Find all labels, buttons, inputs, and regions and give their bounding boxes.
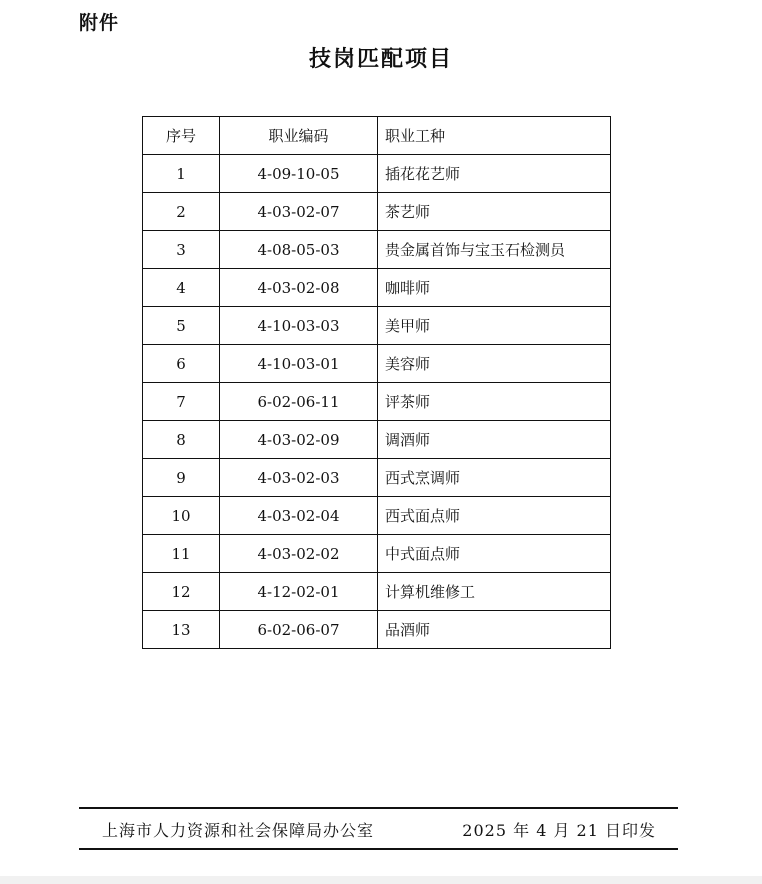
cell-job: 美甲师	[378, 307, 611, 345]
cell-seq: 3	[143, 231, 220, 269]
cell-job: 咖啡师	[378, 269, 611, 307]
table-row	[143, 193, 611, 231]
cell-code: 4-03-02-04	[220, 497, 378, 535]
cell-seq: 12	[143, 573, 220, 611]
cell-code: 4-03-02-02	[220, 535, 378, 573]
cell-job: 美容师	[378, 345, 611, 383]
table-row	[143, 307, 611, 345]
cell-code: 4-03-02-08	[220, 269, 378, 307]
column-header-job: 职业工种	[378, 117, 611, 155]
cell-seq: 2	[143, 193, 220, 231]
skill-match-table	[142, 116, 611, 649]
cell-job: 插花花艺师	[378, 155, 611, 193]
cell-seq: 1	[143, 155, 220, 193]
cell-code: 4-08-05-03	[220, 231, 378, 269]
table-row	[143, 421, 611, 459]
cell-code: 6-02-06-07	[220, 611, 378, 649]
cell-code: 4-12-02-01	[220, 573, 378, 611]
page-bottom-strip	[0, 876, 762, 884]
column-header-seq: 序号	[143, 117, 220, 155]
table-row	[143, 573, 611, 611]
cell-code: 4-09-10-05	[220, 155, 378, 193]
table-body	[143, 155, 611, 649]
cell-seq: 10	[143, 497, 220, 535]
column-header-code: 职业编码	[220, 117, 378, 155]
cell-seq: 13	[143, 611, 220, 649]
table-row	[143, 535, 611, 573]
table-row	[143, 497, 611, 535]
table-row	[143, 345, 611, 383]
cell-code: 4-03-02-09	[220, 421, 378, 459]
cell-job: 西式面点师	[378, 497, 611, 535]
table-row	[143, 611, 611, 649]
cell-job: 调酒师	[378, 421, 611, 459]
cell-seq: 9	[143, 459, 220, 497]
cell-job: 计算机维修工	[378, 573, 611, 611]
cell-seq: 4	[143, 269, 220, 307]
cell-job: 西式烹调师	[378, 459, 611, 497]
cell-seq: 6	[143, 345, 220, 383]
table-row	[143, 383, 611, 421]
table-header-row	[143, 117, 611, 155]
cell-code: 4-03-02-03	[220, 459, 378, 497]
cell-job: 贵金属首饰与宝玉石检测员	[378, 231, 611, 269]
cell-seq: 5	[143, 307, 220, 345]
cell-job: 中式面点师	[378, 535, 611, 573]
cell-job: 评茶师	[378, 383, 611, 421]
cell-seq: 11	[143, 535, 220, 573]
cell-job: 品酒师	[378, 611, 611, 649]
attachment-label: 附件	[79, 12, 120, 34]
footer-bottom-rule	[79, 848, 678, 850]
issuing-office: 上海市人力资源和社会保障局办公室	[102, 821, 375, 840]
issue-date: 2025 年 4 月 21 日印发	[462, 821, 656, 840]
table-row	[143, 231, 611, 269]
page-title: 技岗匹配项目	[308, 46, 453, 72]
footer-top-rule	[79, 807, 678, 809]
cell-code: 4-03-02-07	[220, 193, 378, 231]
table-row	[143, 155, 611, 193]
cell-seq: 8	[143, 421, 220, 459]
cell-code: 4-10-03-03	[220, 307, 378, 345]
cell-code: 4-10-03-01	[220, 345, 378, 383]
table-row	[143, 269, 611, 307]
cell-seq: 7	[143, 383, 220, 421]
cell-job: 茶艺师	[378, 193, 611, 231]
table-row	[143, 459, 611, 497]
cell-code: 6-02-06-11	[220, 383, 378, 421]
